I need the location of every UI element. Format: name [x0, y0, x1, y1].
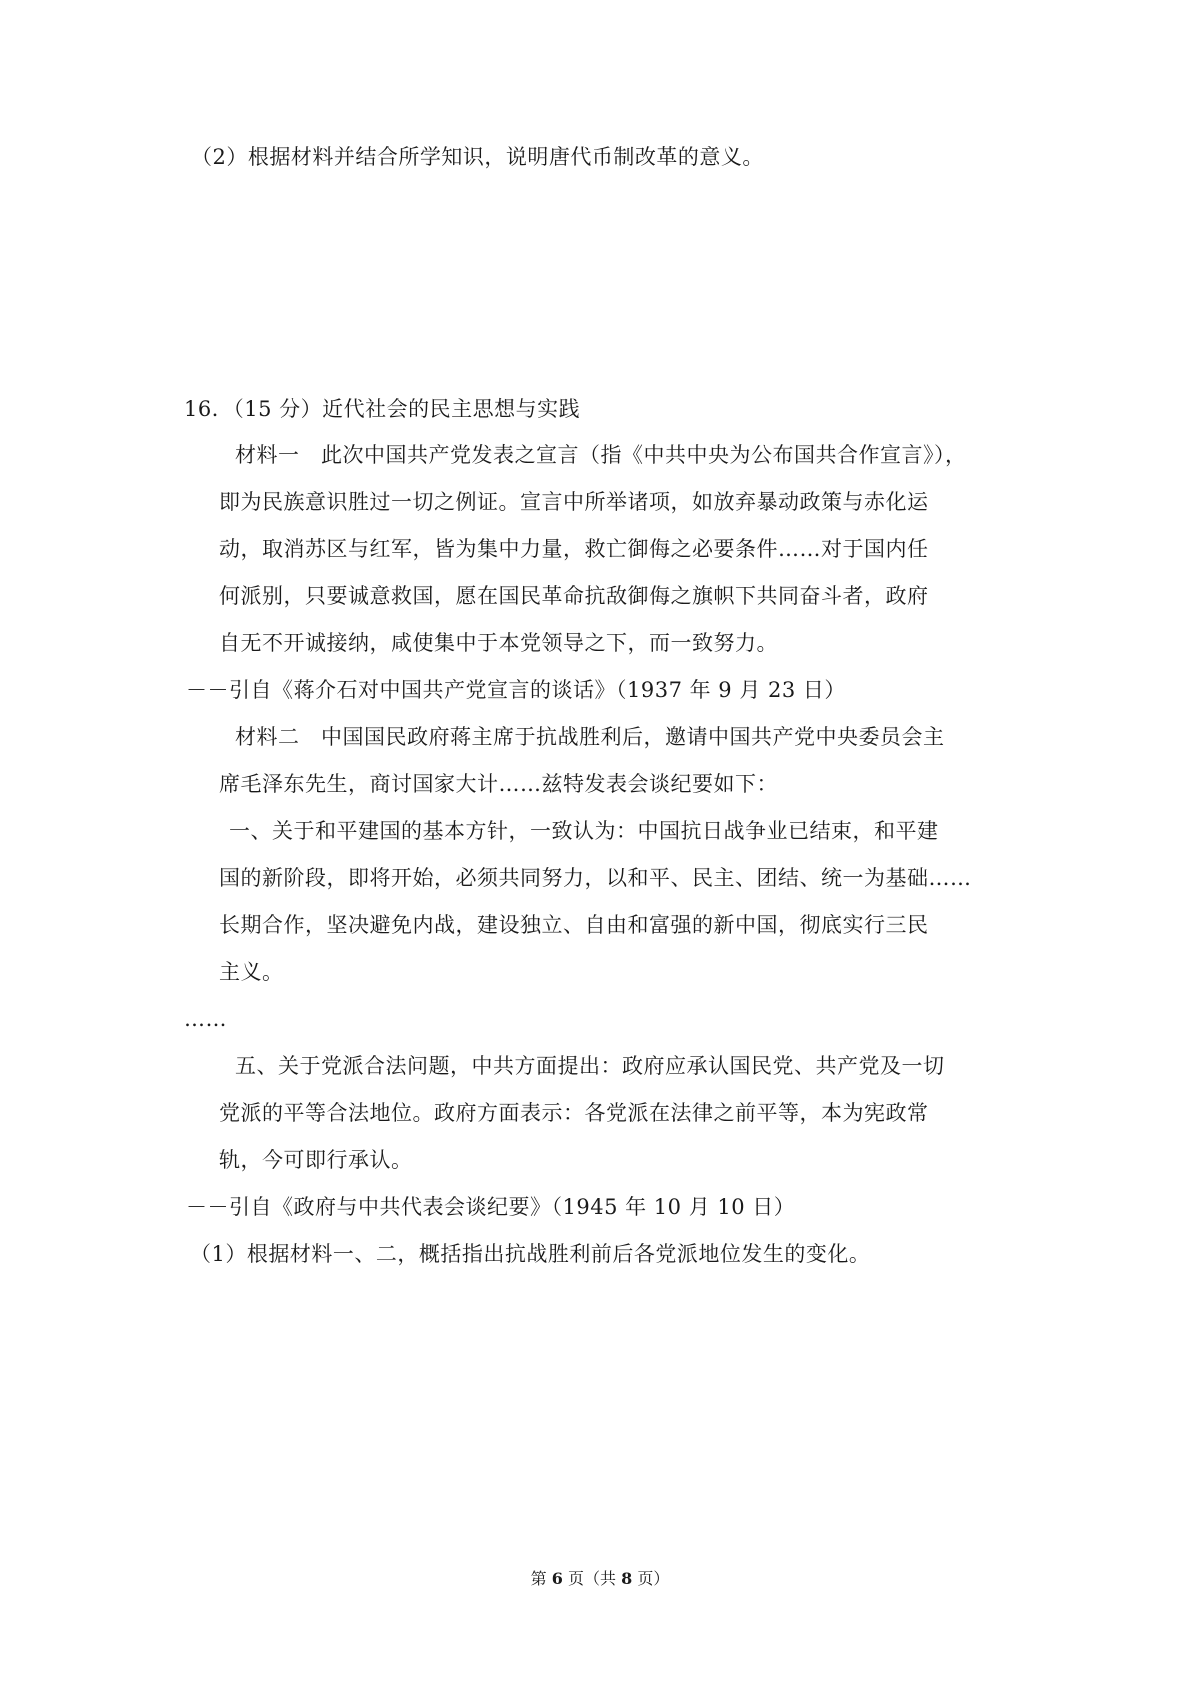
m1-source: －－引自《蒋介石对中国共产党宣言的谈话》（1937 年 9 月 23 日） [186, 678, 846, 702]
m2-item1-line: 一、关于和平建国的基本方针，一致认为：中国抗日战争业已结束，和平建 [229, 819, 939, 843]
m1-line: 自无不开诚接纳，咸使集中于本党领导之下，而一致努力。 [219, 631, 778, 655]
m2-item1-line: 主义。 [219, 960, 284, 984]
m2-item5-line: 五、关于党派合法问题，中共方面提出：政府应承认国民党、共产党及一切 [235, 1054, 945, 1078]
footer-middle: 页（共 [567, 1569, 616, 1588]
q15-sub2: （2）根据材料并结合所学知识，说明唐代币制改革的意义。 [191, 145, 764, 169]
q16-sub1: （1）根据材料一、二，概括指出抗战胜利前后各党派地位发生的变化。 [190, 1242, 871, 1266]
m2-item5-line: 轨，今可即行承认。 [219, 1148, 413, 1172]
footer-suffix: 页） [637, 1569, 670, 1588]
m2-item5-line: 党派的平等合法地位。政府方面表示：各党派在法律之前平等，本为宪政常 [219, 1101, 929, 1125]
ellipsis: …… [184, 1007, 227, 1031]
m2-line: 材料二 中国国民政府蒋主席于抗战胜利后，邀请中国共产党中央委员会主 [235, 725, 945, 749]
footer-total-pages: 8 [621, 1569, 633, 1588]
m1-line: 材料一 此次中国共产党发表之宣言（指《中共中央为公布国共合作宣言》）， [235, 443, 967, 467]
m1-line: 何派别，只要诚意救国，愿在国民革命抗敌御侮之旗帜下共同奋斗者，政府 [219, 584, 929, 608]
m1-line: 即为民族意识胜过一切之例证。宣言中所举诸项，如放弃暴动政策与赤化运 [219, 490, 929, 514]
page-footer [0, 1568, 1200, 1590]
m1-line: 动，取消苏区与红军，皆为集中力量，救亡御侮之必要条件……对于国内任 [219, 537, 929, 561]
q16-heading: 16．（15 分）近代社会的民主思想与实践 [184, 397, 581, 421]
footer-page-number: 6 [551, 1569, 563, 1588]
m2-line: 席毛泽东先生，商讨国家大计……兹特发表会谈纪要如下： [219, 772, 778, 796]
m2-item1-line: 长期合作，坚决避免内战，建设独立、自由和富强的新中国，彻底实行三民 [219, 913, 929, 937]
m2-item1-line: 国的新阶段，即将开始，必须共同努力，以和平、民主、团结、统一为基础…… [219, 866, 972, 890]
footer-prefix: 第 [530, 1569, 547, 1588]
m2-source: －－引自《政府与中共代表会谈纪要》（1945 年 10 月 10 日） [186, 1195, 796, 1219]
